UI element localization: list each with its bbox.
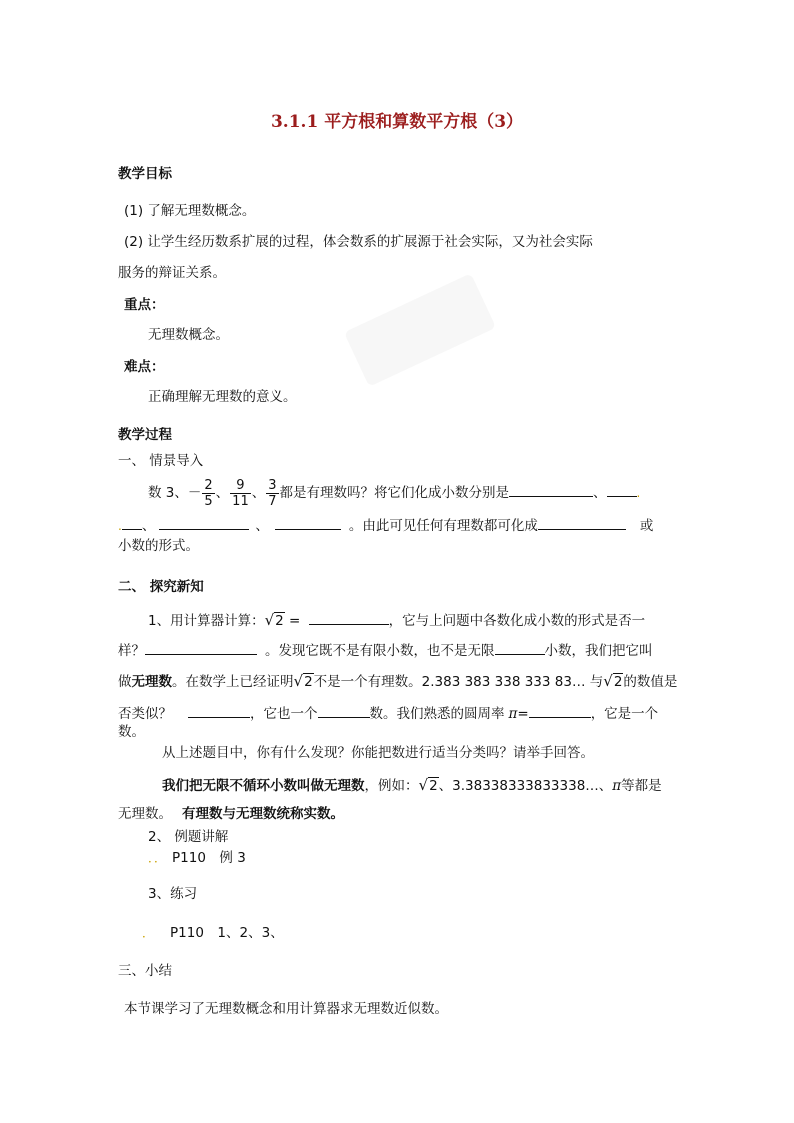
fraction-3-7 [266, 478, 278, 509]
answer-blank[interactable] [509, 482, 593, 497]
practice-reference [142, 924, 284, 942]
objective-2-line-2: 服务的辩证关系。 [118, 265, 226, 281]
sqrt-2 [294, 672, 314, 691]
fraction-numerator: 3 [268, 477, 277, 493]
radicand: 2 [275, 613, 284, 629]
practice-heading: 3、练习 [148, 886, 198, 902]
answer-blank[interactable] [159, 515, 249, 530]
section-1-heading: 一、 情景导入 [118, 453, 204, 469]
answer-blank[interactable] [495, 640, 545, 655]
pi-symbol: π [612, 778, 622, 794]
exploration-line-2 [118, 640, 653, 660]
fraction-numerator: 9 [230, 478, 251, 494]
answer-blank[interactable] [122, 515, 142, 530]
irrational-term: 无理数 [131, 674, 172, 690]
prompt-text: 的数值是 [623, 674, 678, 690]
definition-line-2 [118, 805, 344, 823]
equals-sign: = [517, 706, 529, 722]
radicand: 2 [613, 674, 623, 690]
watermark [344, 273, 496, 387]
objectives-heading: 教学目标 [118, 166, 172, 182]
prompt-text: 做 [118, 674, 132, 690]
example-text: 无理数。 [118, 806, 172, 822]
prompt-text: 。在数学上已经证明 [172, 674, 294, 690]
answer-blank[interactable] [145, 640, 257, 655]
exploration-line-5: 数。 [118, 724, 145, 740]
separator: 、 [215, 485, 230, 501]
prompt-text: 小数，我们把它叫 [544, 643, 653, 659]
process-heading: 教学过程 [118, 427, 172, 443]
prompt-text: 否类似？ [118, 706, 172, 722]
radicand: 2 [304, 674, 313, 690]
answer-blank[interactable] [188, 703, 250, 718]
key-point-text: 无理数概念。 [148, 327, 229, 343]
example-text: ，例如： [364, 778, 419, 794]
radical-sign: √ [603, 672, 613, 690]
real-number-definition: 有理数与无理数统称实数。 [182, 806, 344, 822]
pi-symbol: π [508, 706, 518, 722]
exploration-line-1 [148, 610, 645, 630]
example-text: 等都是 [621, 778, 662, 794]
prompt-text: 不是一个有理数。2.383 383 338 333 83… 与 [313, 674, 604, 690]
fraction-denominator: 11 [232, 493, 249, 509]
objective-2-line-1: (2) 让学生经历数系扩展的过程，体会数系的扩展源于社会实际，又为社会实际 [124, 234, 593, 250]
prompt-text: ，它也一个 [250, 706, 318, 722]
prompt-text: ，它与上问题中各数化成小数的形式是否一 [388, 613, 646, 629]
prompt-text: 。发现它既不是有限小数，也不是无限 [265, 643, 495, 659]
separator: 、 [593, 485, 607, 501]
separator: 、 [141, 518, 156, 534]
answer-blank[interactable] [529, 703, 591, 718]
exploration-line-3 [118, 672, 677, 691]
or-text: 或 [639, 518, 654, 534]
section-2-heading: 二、 探究新知 [118, 579, 204, 595]
fraction-denominator: 7 [268, 493, 277, 509]
radicand: 2 [429, 778, 438, 794]
minus-sign: － [187, 485, 202, 501]
sqrt-2 [419, 776, 439, 795]
definition-line-1 [162, 776, 662, 795]
section-3-heading: 三、小结 [118, 963, 172, 979]
fraction-2-5 [202, 478, 214, 509]
intro-text: 数 3、 [148, 485, 188, 501]
summary-text: 本节课学习了无理数概念和用计算器求无理数近似数。 [124, 1001, 448, 1017]
radical-sign: √ [264, 611, 275, 629]
conclusion-text: 。由此可见任何有理数都可化成 [348, 518, 538, 534]
equals-sign: = [284, 613, 305, 629]
answer-blank[interactable] [309, 610, 389, 625]
key-point-heading: 重点： [124, 297, 165, 313]
difficulty-text: 正确理解无理数的意义。 [148, 389, 297, 405]
sqrt-2 [265, 611, 285, 630]
answer-blank[interactable] [607, 482, 637, 497]
discussion-prompt: 从上述题目中，你有什么发现？你能把数进行适当分类吗？请举手回答。 [162, 745, 594, 761]
separator: 、 [251, 485, 266, 501]
dot-mark: . [118, 519, 122, 533]
practice-text: P110 1、2、3、 [170, 925, 284, 941]
fraction-numerator: 2 [204, 477, 213, 493]
exploration-line-4 [118, 703, 658, 723]
page-title: 3.1.1 平方根和算数平方根（3） [270, 112, 524, 132]
fraction-9-11 [230, 478, 251, 509]
dot-mark: . [636, 486, 641, 500]
question-text: 都是有理数吗？将它们化成小数分别是 [279, 485, 509, 501]
fraction-denominator: 5 [204, 493, 213, 509]
definition-bold: 我们把无限不循环小数叫做无理数 [162, 778, 365, 794]
example-text: 、3.38338333833338…、 [438, 778, 613, 794]
prompt-text: 样？ [118, 643, 145, 659]
difficulty-heading: 难点： [124, 359, 165, 375]
section-1-paragraph-line-1 [148, 475, 640, 511]
prompt-text: ，它是一个 [590, 706, 659, 722]
separator: 、 [255, 518, 269, 534]
radical-sign: √ [418, 776, 429, 794]
radical-sign: √ [293, 672, 304, 690]
example-heading: 2、 例题讲解 [148, 829, 229, 845]
prompt-text: 1、用计算器计算： [148, 613, 265, 629]
example-text: P110 例 3 [172, 850, 246, 866]
answer-blank[interactable] [318, 703, 370, 718]
section-1-paragraph-line-2 [118, 515, 653, 535]
prompt-text: 数。我们熟悉的圆周率 [369, 706, 505, 722]
objective-1: (1) 了解无理数概念。 [124, 203, 256, 219]
dot-mark: ． [142, 926, 155, 940]
answer-blank[interactable] [538, 515, 626, 530]
sqrt-2 [603, 672, 623, 691]
section-1-paragraph-line-3: 小数的形式。 [118, 538, 199, 554]
dot-mark: ．． [148, 851, 167, 865]
answer-blank[interactable] [275, 515, 341, 530]
example-reference [148, 849, 246, 867]
